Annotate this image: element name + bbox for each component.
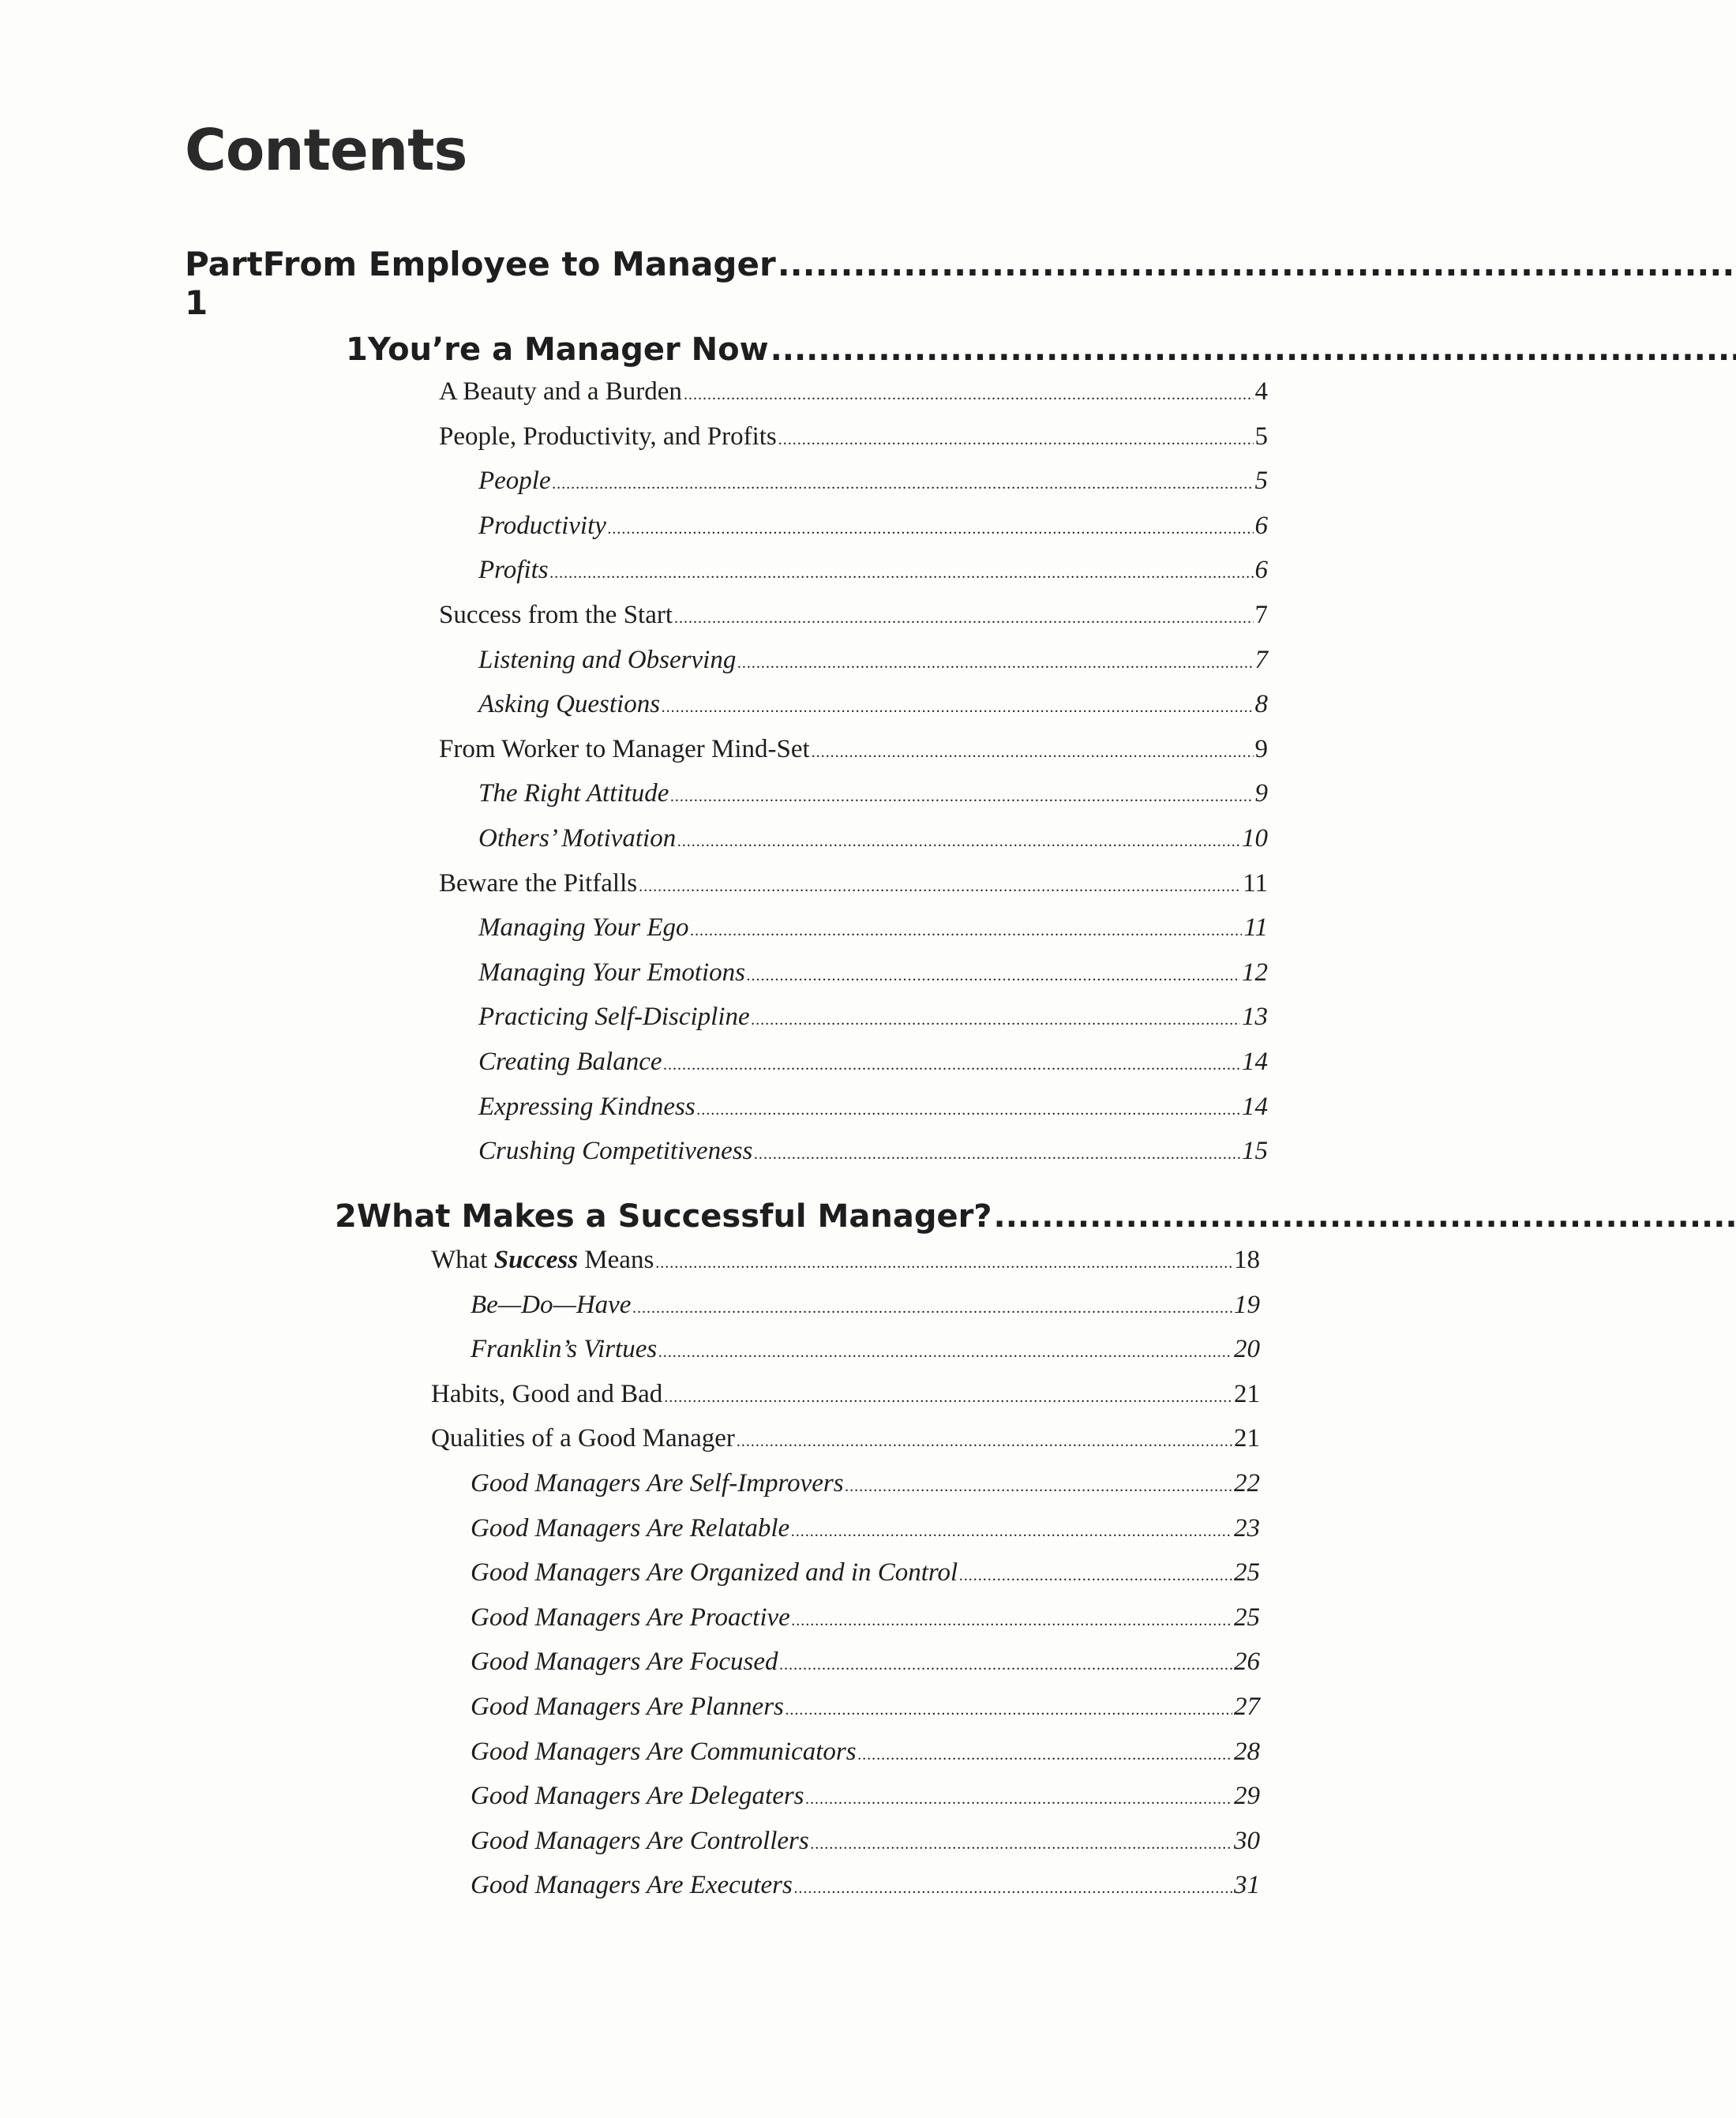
dot-leader bbox=[778, 245, 1736, 283]
entry-label-text: Good Managers Are Proactive bbox=[471, 1603, 790, 1632]
entry-page: 9 bbox=[1254, 779, 1268, 808]
dot-leader bbox=[550, 564, 1254, 583]
entry-page: 10 bbox=[1242, 823, 1268, 853]
entry-label-text: Good Managers Are Executers bbox=[471, 1871, 793, 1900]
dot-leader bbox=[737, 654, 1253, 673]
dot-leader bbox=[780, 1656, 1232, 1674]
chapter-number: 2 bbox=[335, 1198, 357, 1235]
entry-label bbox=[478, 779, 669, 808]
dot-leader bbox=[670, 788, 1253, 806]
entry-page: 14 bbox=[1242, 1092, 1268, 1121]
entry-label bbox=[439, 735, 810, 764]
entry-label bbox=[478, 556, 549, 585]
toc-section[interactable] bbox=[431, 1380, 1260, 1425]
dot-leader bbox=[959, 1567, 1232, 1585]
entry-label-text: Qualities of a Good Manager bbox=[431, 1424, 735, 1453]
chapter-row bbox=[357, 1198, 1736, 1235]
dot-leader bbox=[794, 1880, 1232, 1898]
toc-subsection[interactable] bbox=[439, 913, 1268, 958]
dot-leader bbox=[674, 609, 1253, 628]
entry-label bbox=[478, 824, 676, 853]
dot-leader bbox=[791, 1523, 1232, 1541]
dot-leader bbox=[771, 332, 1736, 368]
entry-page: 19 bbox=[1234, 1290, 1260, 1319]
dot-leader bbox=[994, 1198, 1736, 1235]
dot-leader bbox=[846, 1478, 1232, 1496]
entry-label bbox=[471, 1335, 657, 1364]
dot-leader bbox=[812, 744, 1254, 762]
entry-label-text: Managing Your Emotions bbox=[478, 958, 745, 987]
entry-label-text: Good Managers Are Communicators bbox=[471, 1737, 857, 1766]
toc-subsection[interactable] bbox=[431, 1827, 1260, 1872]
toc-subsection[interactable] bbox=[431, 1782, 1260, 1827]
toc-subsection[interactable] bbox=[431, 1871, 1260, 1916]
entry-label-text: Be—Do—Have bbox=[471, 1290, 632, 1319]
entry-label-text: Asking Questions bbox=[478, 690, 661, 719]
entry-page: 14 bbox=[1242, 1047, 1268, 1076]
toc-subsection[interactable] bbox=[431, 1514, 1260, 1559]
entry-label bbox=[471, 1603, 790, 1633]
entry-label-text: Good Managers Are Planners bbox=[471, 1692, 784, 1721]
entry-page: 7 bbox=[1254, 600, 1268, 629]
page-title: Contents bbox=[185, 117, 467, 183]
entry-label bbox=[439, 601, 673, 630]
toc-subsection[interactable] bbox=[439, 690, 1268, 735]
toc-subsection[interactable] bbox=[439, 779, 1268, 824]
toc-subsection[interactable] bbox=[439, 958, 1268, 1003]
entry-label-text: The Right Attitude bbox=[478, 779, 669, 808]
toc-subsection[interactable] bbox=[431, 1558, 1260, 1603]
toc-subsection[interactable] bbox=[431, 1603, 1260, 1648]
dot-leader bbox=[664, 1389, 1232, 1407]
entry-label bbox=[478, 958, 745, 988]
entry-label-text: Practicing Self-Discipline bbox=[478, 1003, 750, 1032]
entry-page: 4 bbox=[1254, 377, 1268, 406]
entry-page: 23 bbox=[1234, 1513, 1260, 1543]
toc-subsection[interactable] bbox=[439, 556, 1268, 601]
entry-page: 12 bbox=[1242, 958, 1268, 987]
entry-label-text: People, Productivity, and Profits bbox=[439, 422, 777, 451]
entry-label-text: Good Managers Are Relatable bbox=[471, 1513, 790, 1543]
dot-leader bbox=[553, 475, 1254, 493]
dot-leader bbox=[684, 386, 1254, 404]
entry-page: 21 bbox=[1234, 1424, 1260, 1453]
entry-label bbox=[478, 1048, 662, 1077]
entry-page: 20 bbox=[1234, 1335, 1260, 1364]
entry-page: 18 bbox=[1234, 1246, 1260, 1274]
entry-label bbox=[478, 512, 606, 541]
entry-label bbox=[439, 377, 682, 407]
entry-page: 21 bbox=[1234, 1379, 1260, 1408]
toc-part-1[interactable] bbox=[185, 245, 1271, 322]
dot-leader bbox=[811, 1835, 1232, 1854]
dot-leader bbox=[655, 1254, 1232, 1273]
entry-page: 8 bbox=[1254, 690, 1268, 719]
dot-leader bbox=[752, 1011, 1240, 1029]
toc-subsection[interactable] bbox=[431, 1335, 1260, 1380]
entry-label bbox=[471, 1782, 804, 1811]
entry-label-text: Others’ Motivation bbox=[478, 823, 677, 853]
toc-section[interactable] bbox=[431, 1246, 1260, 1291]
part-title: From Employee to Manager bbox=[262, 245, 776, 283]
entry-label bbox=[471, 1693, 784, 1722]
chapter-title: What Makes a Successful Manager? bbox=[356, 1198, 992, 1235]
entry-label bbox=[478, 467, 551, 496]
entry-label bbox=[478, 1003, 750, 1032]
entry-label-text: Productivity bbox=[478, 511, 606, 540]
toc-subsection[interactable] bbox=[439, 824, 1268, 869]
entry-label bbox=[471, 1514, 789, 1543]
dot-leader bbox=[792, 1612, 1232, 1630]
chapter-row bbox=[368, 332, 1736, 368]
entry-page: 15 bbox=[1242, 1137, 1268, 1166]
entry-page: 6 bbox=[1254, 511, 1268, 540]
entry-label-text: Beware the Pitfalls bbox=[439, 868, 638, 898]
entry-page: 11 bbox=[1243, 913, 1268, 943]
dot-leader bbox=[662, 699, 1253, 717]
entry-page: 5 bbox=[1254, 422, 1268, 451]
toc-section[interactable] bbox=[439, 377, 1268, 422]
chapter-heading[interactable] bbox=[335, 1198, 1260, 1235]
entry-page: 28 bbox=[1234, 1737, 1260, 1766]
entry-label-text: Good Managers Are Controllers bbox=[471, 1826, 809, 1855]
entry-label-text: Expressing Kindness bbox=[478, 1092, 696, 1121]
entry-label-text: Managing Your Ego bbox=[478, 913, 689, 943]
entry-page: 30 bbox=[1234, 1826, 1260, 1855]
entry-label-emphasis: Success bbox=[493, 1246, 579, 1274]
entry-label bbox=[471, 1871, 793, 1900]
entry-page: 26 bbox=[1234, 1648, 1260, 1677]
toc-section[interactable] bbox=[439, 735, 1268, 780]
entry-label-text: People bbox=[478, 467, 551, 496]
dot-leader bbox=[858, 1746, 1232, 1764]
dot-leader bbox=[632, 1299, 1232, 1318]
entry-label-text: Good Managers Are Organized and in Control bbox=[471, 1558, 958, 1588]
dot-leader bbox=[608, 520, 1254, 538]
entry-label-text: Listening and Observing bbox=[478, 645, 737, 674]
section-list bbox=[431, 1246, 1260, 1916]
toc-subsection[interactable] bbox=[439, 467, 1268, 512]
entry-page: 22 bbox=[1234, 1468, 1260, 1498]
dot-leader bbox=[778, 431, 1254, 449]
dot-leader bbox=[786, 1701, 1232, 1719]
dot-leader bbox=[747, 967, 1240, 985]
toc-subsection[interactable] bbox=[439, 1048, 1268, 1093]
entry-page: 25 bbox=[1234, 1558, 1260, 1588]
entry-label-text: From Worker to Manager Mind-Set bbox=[439, 734, 810, 763]
entry-label-text: Good Managers Are Focused bbox=[471, 1648, 778, 1677]
toc-section[interactable] bbox=[439, 601, 1268, 646]
entry-page: 7 bbox=[1254, 645, 1268, 674]
entry-page: 25 bbox=[1234, 1603, 1260, 1632]
entry-label-text: What bbox=[431, 1246, 494, 1274]
toc-subsection[interactable] bbox=[431, 1738, 1260, 1782]
dot-leader bbox=[658, 1344, 1232, 1362]
entry-label bbox=[431, 1380, 662, 1409]
dot-leader bbox=[677, 833, 1240, 851]
entry-label-text: Habits, Good and Bad bbox=[431, 1379, 663, 1408]
entry-page: 6 bbox=[1254, 556, 1268, 585]
toc-subsection[interactable] bbox=[431, 1693, 1260, 1738]
chapter-number: 1 bbox=[346, 332, 368, 368]
dot-leader bbox=[690, 922, 1242, 940]
entry-page: 11 bbox=[1243, 868, 1268, 898]
entry-label-text: Creating Balance bbox=[478, 1047, 662, 1076]
entry-label bbox=[478, 1093, 696, 1122]
entry-label bbox=[478, 1137, 752, 1166]
entry-label-text: A Beauty and a Burden bbox=[439, 377, 682, 406]
dot-leader bbox=[737, 1433, 1232, 1451]
entry-label bbox=[439, 422, 777, 452]
entry-page: 13 bbox=[1242, 1003, 1268, 1032]
entry-page: 31 bbox=[1234, 1871, 1260, 1900]
toc-subsection[interactable] bbox=[439, 1093, 1268, 1138]
part-label: Part 1 bbox=[185, 245, 263, 322]
entry-label bbox=[471, 1469, 844, 1498]
entry-label bbox=[471, 1558, 958, 1588]
toc-subsection[interactable] bbox=[431, 1291, 1260, 1336]
entry-label-text: Good Managers Are Self-Improvers bbox=[471, 1468, 844, 1498]
entry-page: 5 bbox=[1254, 467, 1268, 496]
toc-section[interactable] bbox=[439, 869, 1268, 914]
toc-subsection[interactable] bbox=[431, 1469, 1260, 1514]
entry-label bbox=[471, 1648, 778, 1677]
toc-subsection[interactable] bbox=[439, 646, 1268, 691]
toc-subsection[interactable] bbox=[431, 1648, 1260, 1693]
dot-leader bbox=[663, 1056, 1240, 1074]
entry-label-text: Success from the Start bbox=[439, 600, 673, 629]
dot-leader bbox=[697, 1101, 1240, 1119]
entry-page: 27 bbox=[1234, 1692, 1260, 1721]
entry-label-text: Franklin’s Virtues bbox=[471, 1335, 658, 1364]
entry-label bbox=[471, 1291, 631, 1320]
entry-label bbox=[471, 1827, 809, 1856]
dot-leader bbox=[754, 1145, 1240, 1164]
entry-label-text-after: Means bbox=[578, 1246, 654, 1274]
dot-leader bbox=[806, 1790, 1232, 1809]
entry-label bbox=[431, 1424, 735, 1453]
section-list bbox=[439, 377, 1268, 1182]
entry-label bbox=[478, 690, 660, 719]
entry-label-text: Crushing Competitiveness bbox=[478, 1137, 753, 1166]
entry-label bbox=[478, 646, 736, 675]
entry-page: 29 bbox=[1234, 1782, 1260, 1811]
chapter-heading[interactable] bbox=[346, 332, 1268, 368]
toc-section[interactable] bbox=[431, 1424, 1260, 1469]
entry-label bbox=[439, 869, 637, 898]
toc-subsection[interactable] bbox=[439, 1003, 1268, 1048]
entry-label-text: Good Managers Are Delegaters bbox=[471, 1782, 804, 1811]
entry-label-text: Profits bbox=[478, 556, 549, 585]
toc-subsection[interactable] bbox=[439, 512, 1268, 557]
toc-section[interactable] bbox=[439, 422, 1268, 467]
toc-subsection[interactable] bbox=[439, 1137, 1268, 1182]
dot-leader bbox=[639, 878, 1241, 896]
entry-label bbox=[431, 1246, 654, 1275]
entry-label bbox=[471, 1738, 857, 1767]
entry-page: 9 bbox=[1254, 734, 1268, 763]
chapter-title: You’re a Manager Now bbox=[367, 332, 769, 368]
entry-label bbox=[478, 913, 688, 943]
